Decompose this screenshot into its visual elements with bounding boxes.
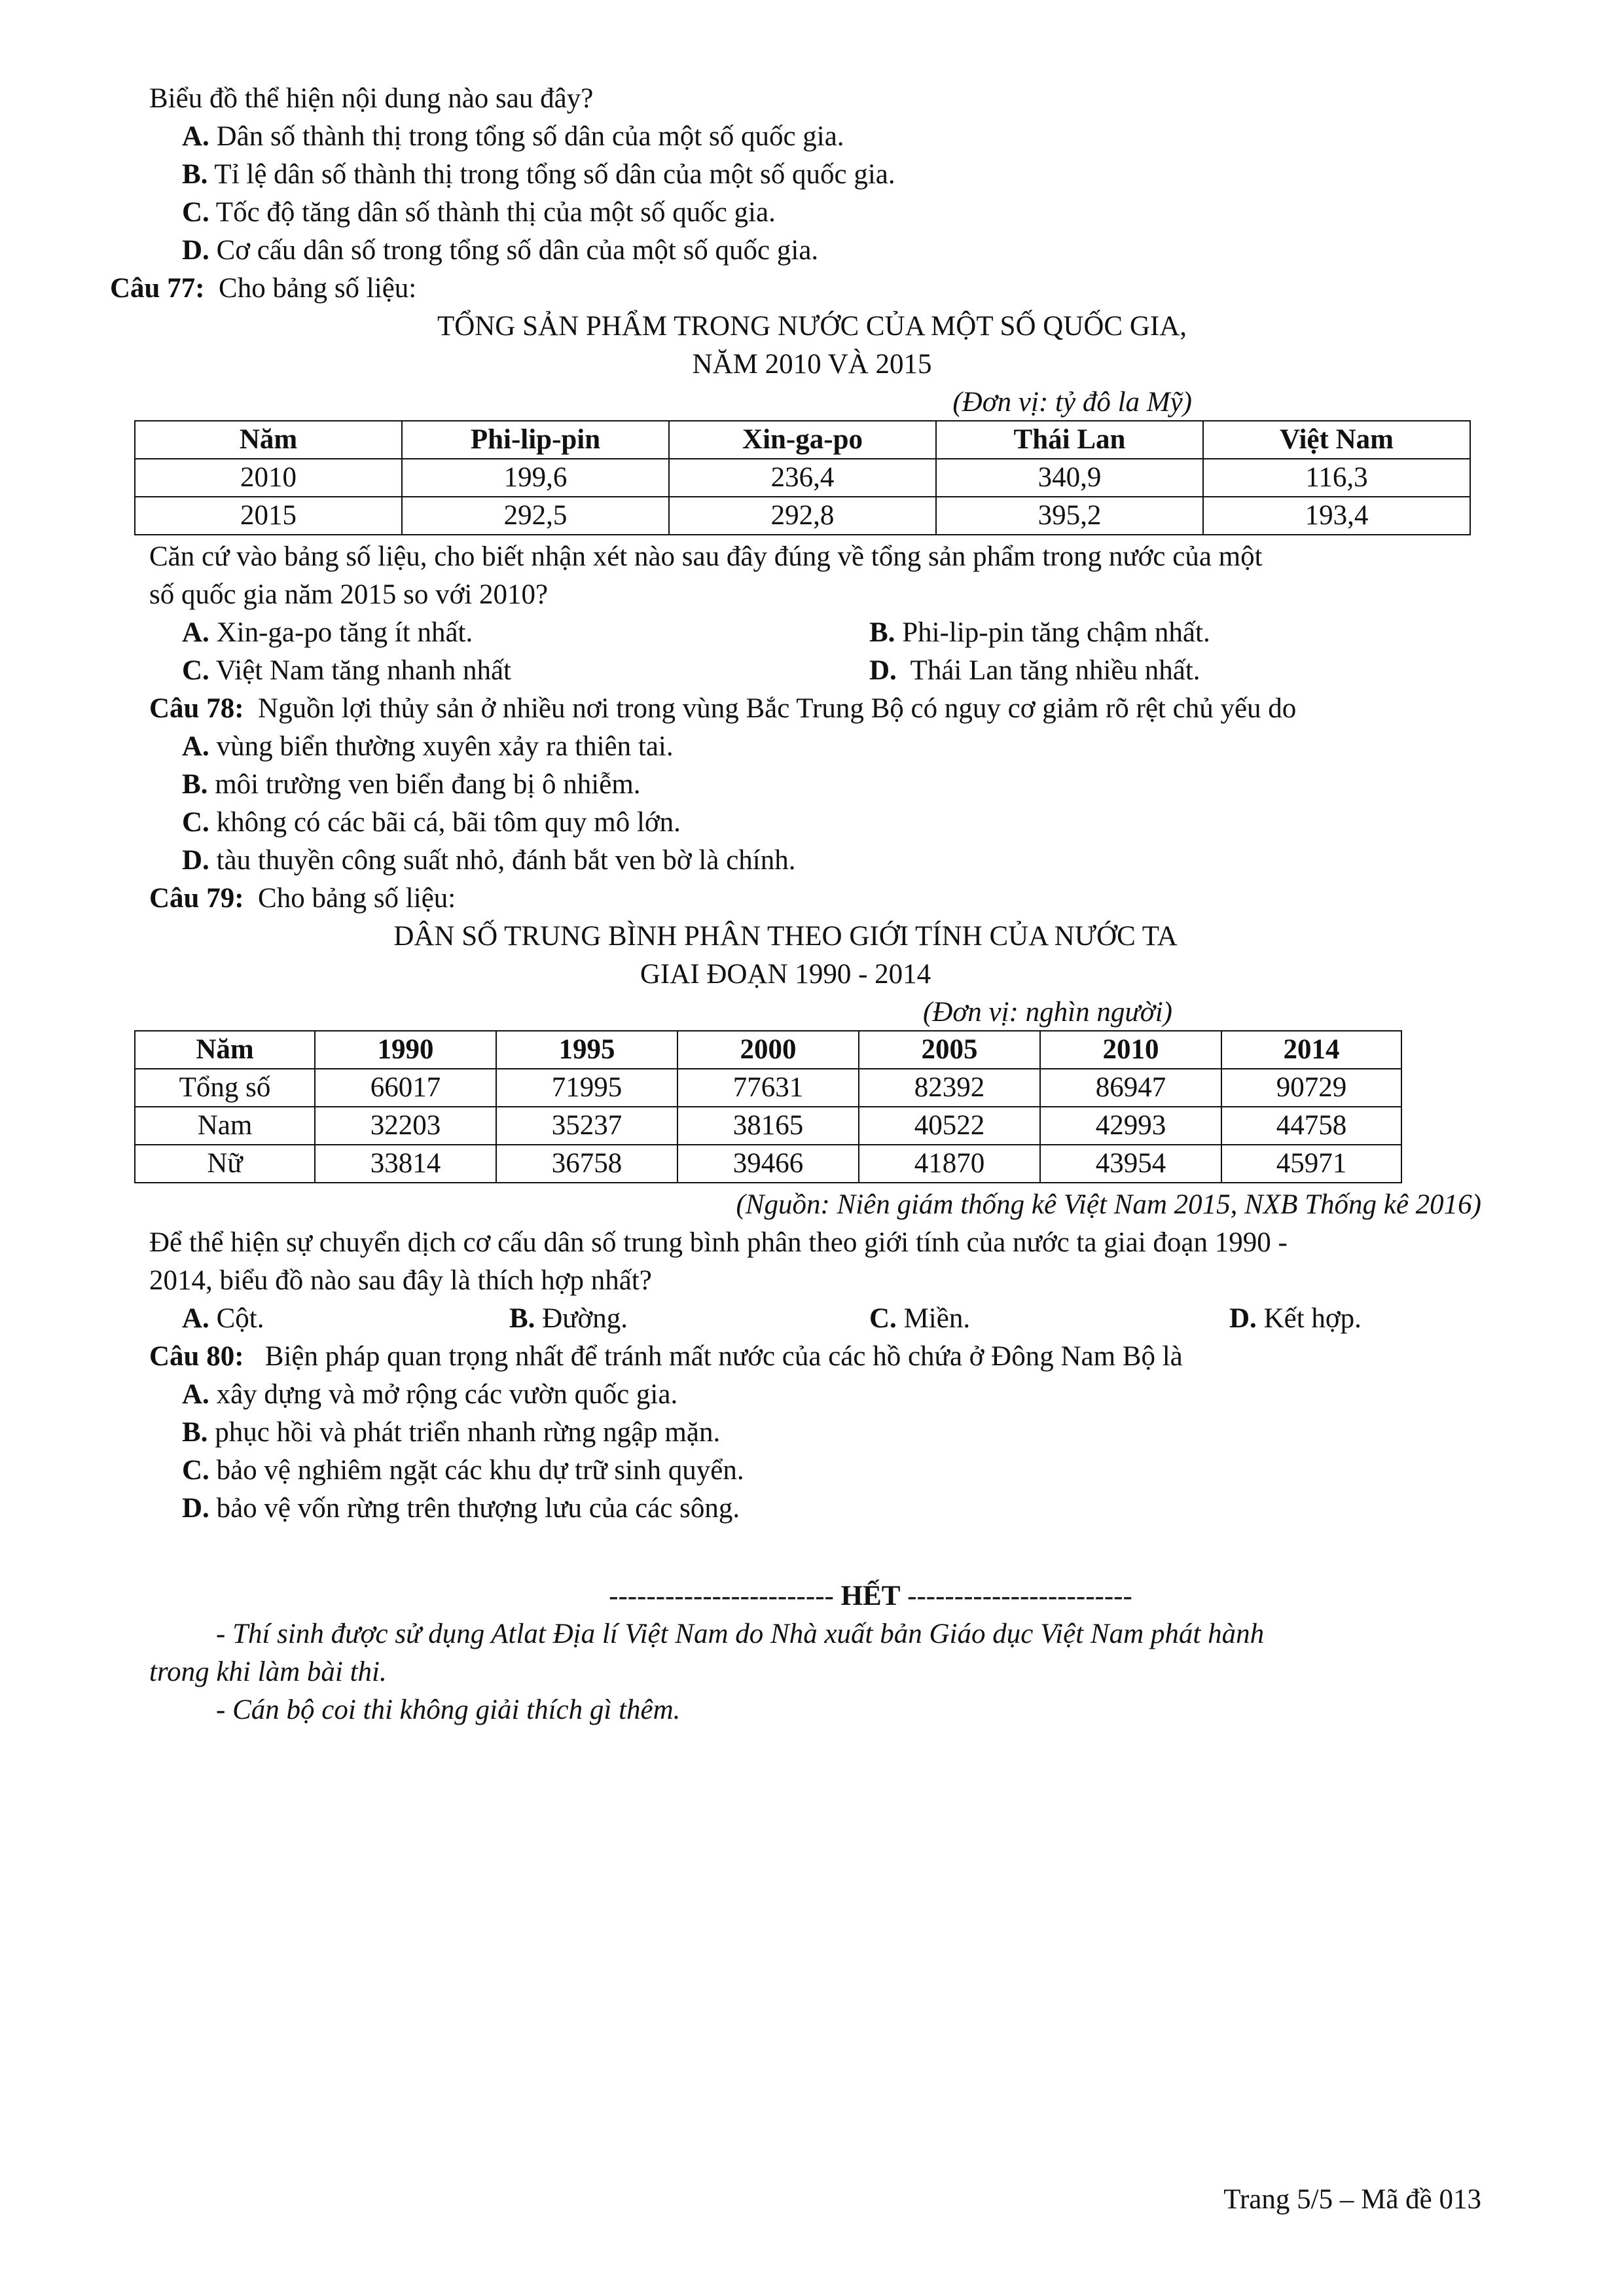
q80-option-b [182,1414,720,1452]
option-label: C. [182,655,209,686]
q79-option-a [182,1300,264,1338]
option-text: Kết hợp. [1263,1303,1362,1334]
table-header-cell: Năm [135,1031,315,1069]
end-note-2: - Cán bộ coi thi không giải thích gì thêm. [216,1695,681,1725]
q80-option-c [182,1452,744,1490]
option-text: tàu thuyền công suất nhỏ, đánh bắt ven bờ là chính. [216,845,796,876]
option-text: Tốc độ tăng dân số thành thị của một số quốc gia. [215,197,776,228]
question-label: Câu 80: [149,1341,244,1372]
q79-population-table [134,1030,1402,1183]
option-label: D. [869,655,897,686]
table-cell: 77631 [677,1069,859,1107]
option-text: môi trường ven biển đang bị ô nhiễm. [215,769,641,800]
table-cell: 41870 [859,1145,1040,1183]
q77-option-a [182,614,473,652]
option-label: A. [182,731,209,762]
q77-stem-2: số quốc gia năm 2015 so với 2010? [149,579,549,610]
table-cell: 36758 [496,1145,677,1183]
table-header-row [135,421,1470,459]
q79-option-c [869,1300,970,1338]
option-text: Việt Nam tăng nhanh nhất [215,655,511,686]
page-footer: Trang 5/5 – Mã đề 013 [1223,2184,1481,2215]
option-label: B. [182,159,208,190]
table-cell: 2015 [135,497,402,535]
table-cell: 292,5 [402,497,669,535]
end-dashes-right: ------------------------ [907,1581,1132,1611]
option-label: A. [182,1379,209,1410]
q79-source: (Nguồn: Niên giám thống kê Việt Nam 2015, NXB Thống kê 2016) [736,1189,1481,1220]
option-label: B. [509,1303,535,1334]
question-label: Câu 78: [149,693,244,724]
option-label: D. [1229,1303,1257,1334]
table-cell: Nữ [135,1145,315,1183]
end-note-1-line-2: trong khi làm bài thi. [149,1657,387,1687]
table-header-cell: 2005 [859,1031,1040,1069]
q77-table-title-2: NĂM 2010 VÀ 2015 [692,349,932,380]
option-text: xây dựng và mở rộng các vườn quốc gia. [216,1379,678,1410]
q78-option-d [182,842,796,880]
table-cell: Tổng số [135,1069,315,1107]
table-cell: 32203 [315,1107,496,1145]
q76-stem: Biểu đồ thể hiện nội dung nào sau đây? [149,83,594,114]
table-cell: 35237 [496,1107,677,1145]
q78-option-c [182,804,681,842]
table-cell: 44758 [1221,1107,1401,1145]
table-header-cell: 1995 [496,1031,677,1069]
q80-option-d [182,1490,740,1528]
option-label: C. [182,1455,209,1486]
q77-option-d [869,652,1200,690]
option-text: bảo vệ vốn rừng trên thượng lưu của các sông. [216,1493,740,1524]
q77-heading [110,270,416,308]
table-header-cell: 2000 [677,1031,859,1069]
option-label: C. [182,807,209,838]
table-cell: 90729 [1221,1069,1401,1107]
option-text: Tỉ lệ dân số thành thị trong tổng số dân của một số quốc gia. [214,159,895,190]
question-label: Câu 79: [149,883,244,914]
table-cell: 42993 [1040,1107,1221,1145]
table-cell: 2010 [135,459,402,497]
option-text: Xin-ga-po tăng ít nhất. [216,617,473,648]
q80-heading [149,1338,1183,1376]
option-text: bảo vệ nghiêm ngặt các khu dự trữ sinh quyển. [216,1455,744,1486]
end-note-1-line-1: - Thí sinh được sử dụng Atlat Địa lí Việt Nam do Nhà xuất bản Giáo dục Việt Nam phát hành [216,1619,1265,1649]
table-row [135,1107,1401,1145]
table-header-row [135,1031,1401,1069]
question-stem: Nguồn lợi thủy sản ở nhiều nơi trong vùng Bắc Trung Bộ có nguy cơ giảm rõ rệt chủ yếu do [258,693,1297,724]
q79-option-d [1229,1300,1362,1338]
option-text: phục hồi và phát triển nhanh rừng ngập mặn. [215,1417,721,1448]
q79-stem-2: 2014, biểu đồ nào sau đây là thích hợp nhất? [149,1265,652,1296]
table-cell: 38165 [677,1107,859,1145]
table-cell: 236,4 [669,459,936,497]
q79-unit: (Đơn vị: nghìn người) [922,997,1172,1028]
end-dashes-left: ------------------------ [609,1581,834,1611]
option-label: B. [182,769,208,800]
table-header-cell: Thái Lan [936,421,1203,459]
option-text: vùng biển thường xuyên xảy ra thiên tai. [216,731,674,762]
q77-option-b [869,614,1210,652]
table-header-cell: Phi-lip-pin [402,421,669,459]
option-label: A. [182,121,209,152]
q77-table-title-1: TỔNG SẢN PHẨM TRONG NƯỚC CỦA MỘT SỐ QUỐC GIA, [437,311,1187,342]
q80-option-a [182,1376,677,1414]
table-cell: 199,6 [402,459,669,497]
table-cell: 43954 [1040,1145,1221,1183]
table-cell: 340,9 [936,459,1203,497]
table-row [135,459,1470,497]
q79-stem-1: Để thể hiện sự chuyển dịch cơ cấu dân số trung bình phân theo giới tính của nước ta giai đoạn 1990 - [149,1227,1288,1258]
table-cell: 116,3 [1203,459,1470,497]
option-label: A. [182,617,209,648]
table-cell: 66017 [315,1069,496,1107]
option-text: Cơ cấu dân số trong tổng số dân của một số quốc gia. [216,235,819,266]
option-text: Dân số thành thị trong tổng số dân của một số quốc gia. [216,121,844,152]
option-text: Cột. [216,1303,264,1334]
table-header-cell: 2014 [1221,1031,1401,1069]
q79-table-title-1: DÂN SỐ TRUNG BÌNH PHÂN THEO GIỚI TÍNH CỦA NƯỚC TA [393,921,1178,952]
option-label: C. [869,1303,897,1334]
table-cell: 71995 [496,1069,677,1107]
q77-stem-1: Căn cứ vào bảng số liệu, cho biết nhận xét nào sau đây đúng về tổng sản phẩm trong nước của một [149,541,1263,572]
table-cell: 40522 [859,1107,1040,1145]
table-cell: Nam [135,1107,315,1145]
option-text: Phi-lip-pin tăng chậm nhất. [902,617,1210,648]
table-header-cell: Xin-ga-po [669,421,936,459]
table-cell: 395,2 [936,497,1203,535]
end-word: HẾT [840,1581,901,1611]
table-cell: 86947 [1040,1069,1221,1107]
option-label: B. [869,617,895,648]
end-marker [0,1577,1624,1615]
q78-option-b [182,766,641,804]
question-intro: Cho bảng số liệu: [258,883,456,914]
q78-heading [149,690,1296,728]
table-header-cell: 2010 [1040,1031,1221,1069]
table-cell: 292,8 [669,497,936,535]
option-label: A. [182,1303,209,1334]
option-text: Đường. [542,1303,628,1334]
table-cell: 33814 [315,1145,496,1183]
option-label: D. [182,845,209,876]
q78-option-a [182,728,674,766]
question-stem: Biện pháp quan trọng nhất để tránh mất nước của các hồ chứa ở Đông Nam Bộ là [264,1341,1183,1372]
option-text: không có các bãi cá, bãi tôm quy mô lớn. [216,807,681,838]
question-label: Câu 77: [110,273,205,304]
option-label: B. [182,1417,208,1448]
option-label: D. [182,235,209,266]
table-cell: 193,4 [1203,497,1470,535]
table-header-cell: Năm [135,421,402,459]
table-cell: 82392 [859,1069,1040,1107]
q76-option-b [182,156,895,194]
q79-heading [149,880,456,918]
q77-option-c [182,652,511,690]
table-cell: 39466 [677,1145,859,1183]
table-row [135,1145,1401,1183]
q76-option-c [182,194,776,232]
q77-gdp-table [134,420,1471,535]
q79-option-b [509,1300,628,1338]
q76-option-a [182,118,844,156]
option-label: D. [182,1493,209,1524]
table-cell: 45971 [1221,1145,1401,1183]
q79-table-title-2: GIAI ĐOẠN 1990 - 2014 [640,959,931,990]
q77-unit: (Đơn vị: tỷ đô la Mỹ) [952,387,1192,418]
table-row [135,1069,1401,1107]
option-label: C. [182,197,209,228]
table-header-cell: Việt Nam [1203,421,1470,459]
option-text: Thái Lan tăng nhiều nhất. [910,655,1200,686]
option-text: Miền. [903,1303,971,1334]
question-intro: Cho bảng số liệu: [219,273,417,304]
table-header-cell: 1990 [315,1031,496,1069]
q76-option-d [182,232,818,270]
table-row [135,497,1470,535]
